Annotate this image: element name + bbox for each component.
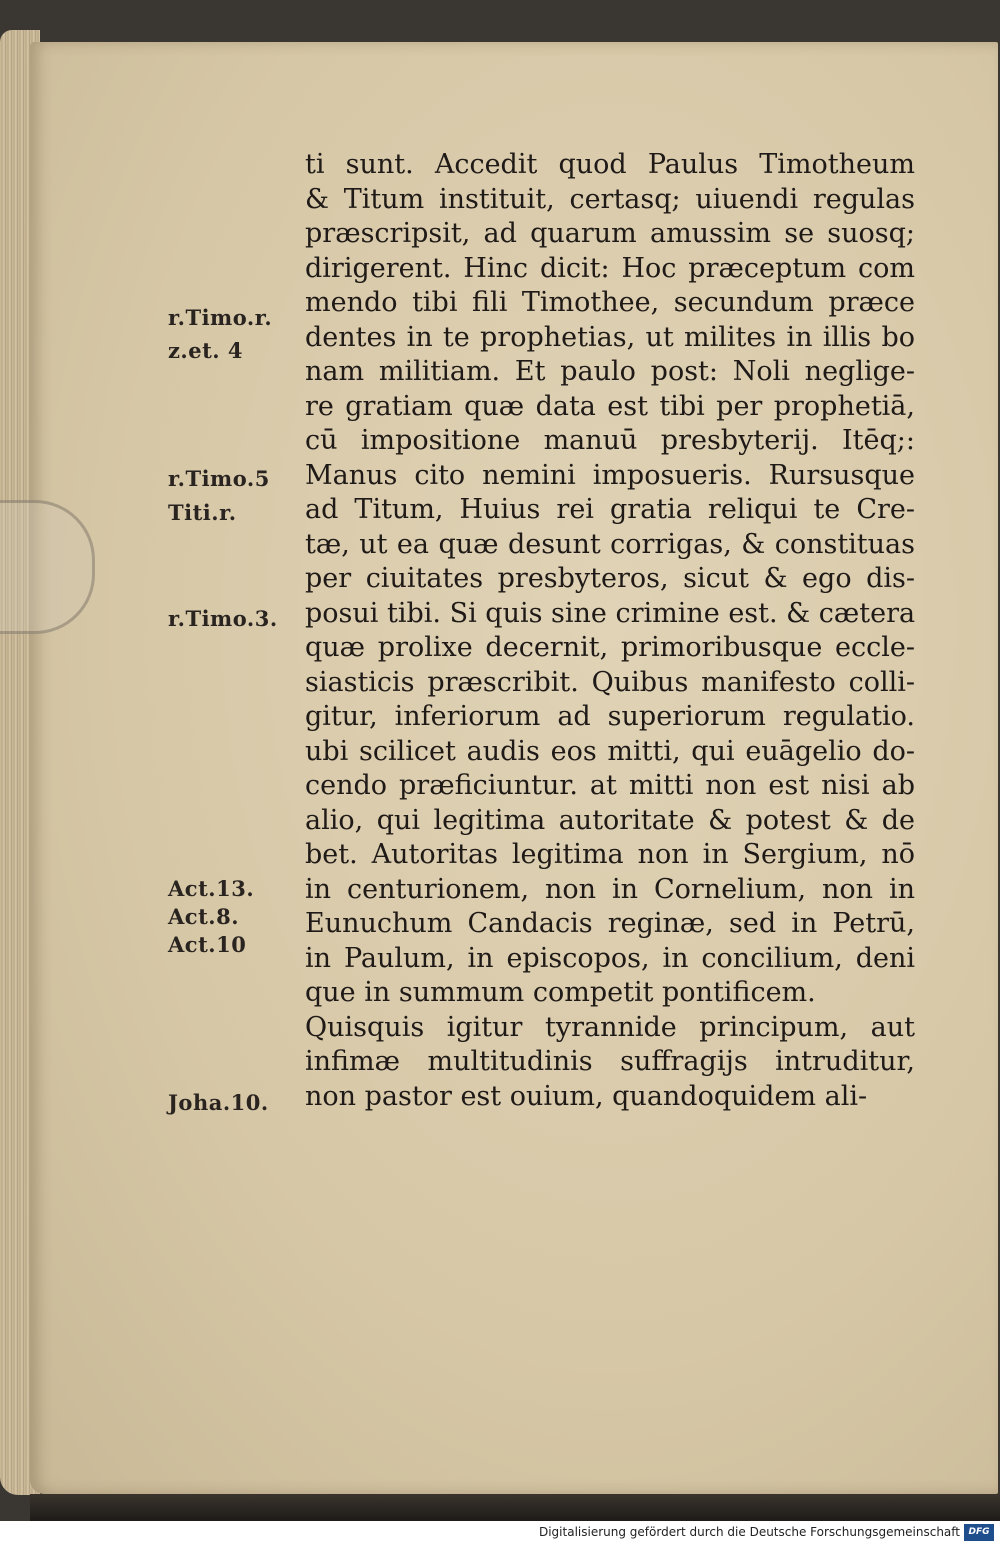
margin-note: Joha.10. [168, 1090, 269, 1115]
text-line: ubi scilicet audis eos mitti, qui euāgelio do- [305, 735, 915, 767]
margin-note: Act.13. [168, 876, 255, 901]
text-line: per ciuitates presbyteros, sicut & ego dis- [305, 563, 915, 594]
text-line: alio, qui legitima autoritate & potest & de [305, 804, 915, 836]
text-line: præscripsit, ad quarum amussim se suosq; [305, 218, 915, 249]
text-line: gitur, inferiorum ad superiorum regulatio. [305, 701, 915, 732]
text-line: Quisquis igitur tyrannide principum, aut [305, 1011, 915, 1043]
text-line: siasticis præscribit. Quibus manifesto colli- [305, 666, 915, 698]
text-line: Manus cito nemini imposueris. Rursusque [305, 459, 915, 491]
text-line: dentes in te prophetias, ut milites in illis bo [305, 321, 915, 353]
margin-note: r.Timo.5 [168, 466, 270, 491]
text-line: dirigerent. Hinc dicit: Hoc præceptum com [305, 252, 915, 284]
margin-note: Act.10 [168, 932, 247, 957]
text-line: quæ prolixe decernit, primoribusque eccle- [305, 632, 915, 663]
margin-note: Titi.r. [168, 500, 237, 525]
text-line: bet. Autoritas legitima non in Sergium, nō [305, 839, 915, 870]
margin-note: Act.8. [168, 904, 240, 929]
text-line: in centurionem, non in Cornelium, non in [305, 873, 915, 905]
text-line: infimæ multitudinis suffragijs intruditur, [305, 1046, 915, 1077]
text-line: non pastor est ouium, quandoquidem ali- [305, 1080, 868, 1112]
text-line: in Paulum, in episcopos, in concilium, deni [305, 942, 915, 974]
main-text-block [305, 148, 915, 1114]
text-line: posui tibi. Si quis sine crimine est. & cætera [305, 597, 915, 629]
text-line: & Titum instituit, certasq; uiuendi regulas [305, 183, 915, 215]
dfg-logo: DFG [964, 1524, 994, 1541]
page-bottom-shadow [30, 1494, 1000, 1521]
text-line: re gratiam quæ data est tibi per prophetiā, [305, 390, 915, 422]
credit-bar [0, 1521, 1000, 1545]
text-line: ad Titum, Huius rei gratia reliqui te Cre- [305, 494, 915, 525]
text-line: Eunuchum Candacis reginæ, sed in Petrū, [305, 908, 915, 939]
text-line: que in summum competit pontificem. [305, 977, 816, 1008]
margin-note: r.Timo.3. [168, 606, 278, 631]
text-line: mendo tibi fili Timothee, secundum præce [305, 287, 915, 318]
text-line: cendo præficiuntur. at mitti non est nisi ab [305, 770, 915, 801]
text-line: nam militiam. Et paulo post: Noli neglige- [305, 356, 915, 387]
text-line: tæ, ut ea quæ desunt corrigas, & constituas [305, 528, 915, 560]
credit-text: Digitalisierung gefördert durch die Deutsche Forschungsgemeinschaft [538, 1525, 960, 1539]
text-line: ti sunt. Accedit quod Paulus Timotheum [305, 149, 915, 180]
text-line: cū impositione manuū presbyterij. Itēq;: [305, 425, 915, 456]
margin-note: r.Timo.r. [168, 305, 273, 330]
margin-note: z.et. 4 [168, 338, 244, 363]
